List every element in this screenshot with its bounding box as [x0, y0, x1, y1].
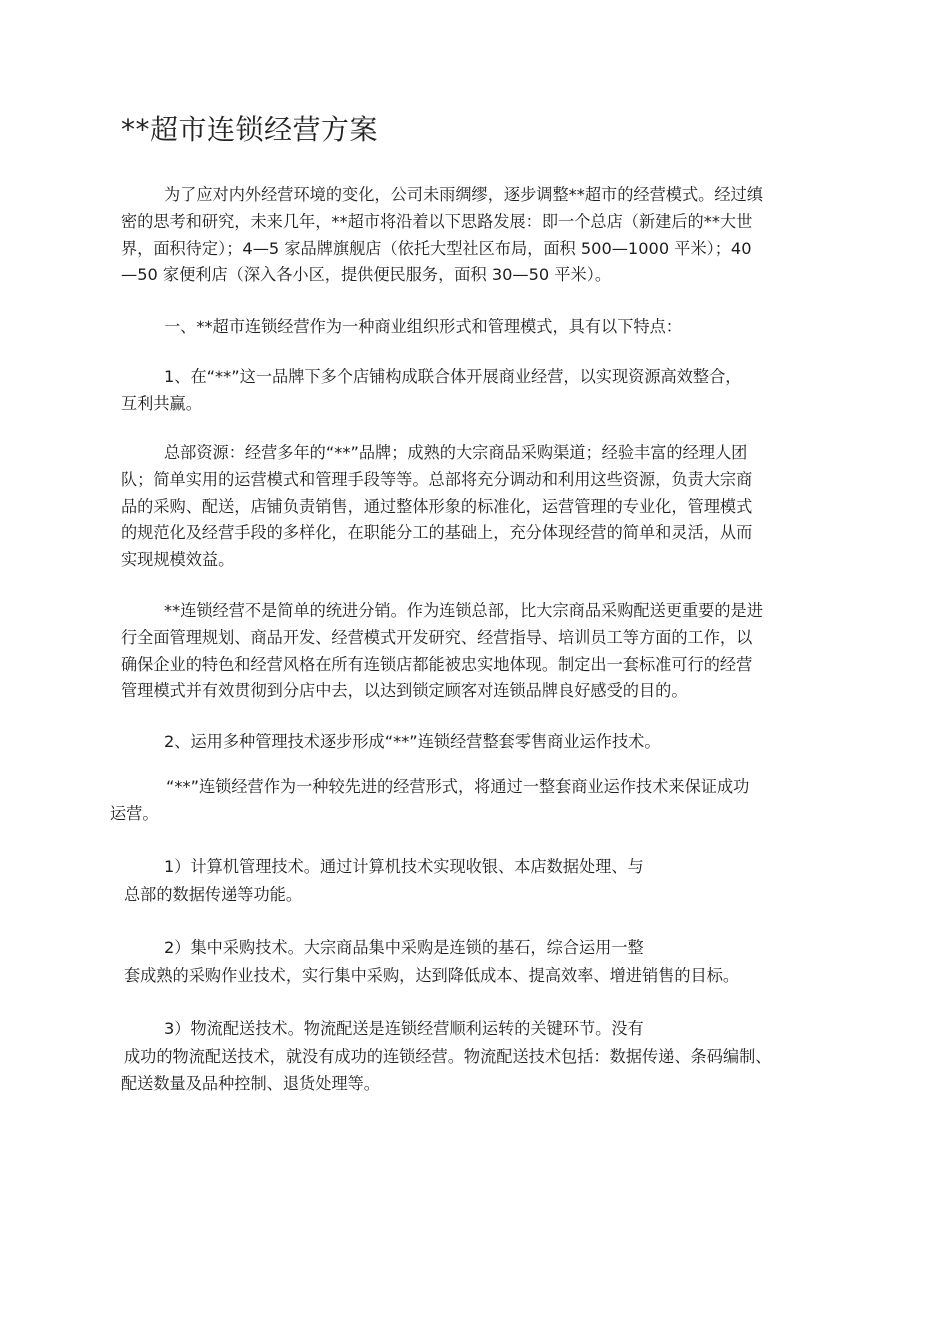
text-line: 的规范化及经营手段的多样化，在职能分工的基础上，充分体现经营的简单和灵活，从而: [121, 523, 753, 543]
text-line: “**”连锁经营作为一种较先进的经营形式，将通过一整套商业运作技术来保证成功: [166, 777, 750, 796]
text-line: 总部资源：经营多年的“**”品牌；成熟的大宗商品采购渠道；经验丰富的经理人团: [164, 443, 748, 462]
text-line: 为了应对内外经营环境的变化，公司未雨绸缪，逐步调整**超市的经营模式。经过缜: [164, 185, 763, 204]
text-line: 成功的物流配送技术，就没有成功的连锁经营。物流配送技术包括：数据传递、条码编制、: [124, 1047, 772, 1066]
text-line: 3）物流配送技术。物流配送是连锁经营顺利运转的关键环节。没有: [164, 1019, 644, 1038]
text-line: 配送数量及品种控制、退货处理等。: [121, 1074, 380, 1093]
text-line: 密的思考和研究，未来几年，**超市将沿着以下思路发展：即一个总店（新建后的**大世: [121, 211, 753, 231]
text-line: 互利共赢。: [121, 393, 202, 413]
text-line: 界，面积待定）；4—5 家品牌旗舰店（依托大型社区布局，面积 500—1000 平米）；40: [121, 238, 752, 258]
text-line: —50 家便利店（深入各小区，提供便民服务，面积 30—50 平米）。: [121, 265, 612, 285]
text-line: 队；简单实用的运营模式和管理手段等等。总部将充分调动和利用这些资源，负责大宗商: [121, 469, 753, 489]
text-line: 一、**超市连锁经营作为一种商业组织形式和管理模式，具有以下特点：: [164, 317, 682, 336]
text-line: 2、运用多种管理技术逐步形成“**”连锁经营整套零售商业运作技术。: [164, 732, 661, 751]
text-line: 总部的数据传递等功能。: [124, 885, 303, 904]
text-line: 品的采购、配送，店铺负责销售，通过整体形象的标准化，运营管理的专业化，管理模式: [121, 496, 753, 516]
document-title: **超市连锁经营方案: [121, 113, 379, 146]
text-line: 2）集中采购技术。大宗商品集中采购是连锁的基石，综合运用一整: [164, 938, 644, 957]
text-line: **连锁经营不是简单的统进分销。作为连锁总部，比大宗商品采购配送更重要的是进: [164, 601, 763, 620]
text-line: 1）计算机管理技术。通过计算机技术实现收银、本店数据处理、与: [164, 857, 644, 876]
text-line: 行全面管理规划、商品开发、经营模式开发研究、经营指导、培训员工等方面的工作，以: [121, 627, 753, 647]
text-line: 运营。: [110, 803, 159, 823]
text-line: 1、在“**”这一品牌下多个店铺构成联合体开展商业经营，以实现资源高效整合，: [164, 367, 742, 386]
text-line: 管理模式并有效贯彻到分店中去，以达到锁定顾客对连锁品牌良好感受的目的。: [121, 681, 688, 701]
text-line: 实现规模效益。: [121, 550, 235, 570]
text-line: 套成熟的采购作业技术，实行集中采购，达到降低成本、提高效率、增进销售的目标。: [124, 966, 740, 985]
text-line: 确保企业的特色和经营风格在所有连锁店都能被忠实地体现。制定出一套标准可行的经营: [121, 654, 753, 674]
